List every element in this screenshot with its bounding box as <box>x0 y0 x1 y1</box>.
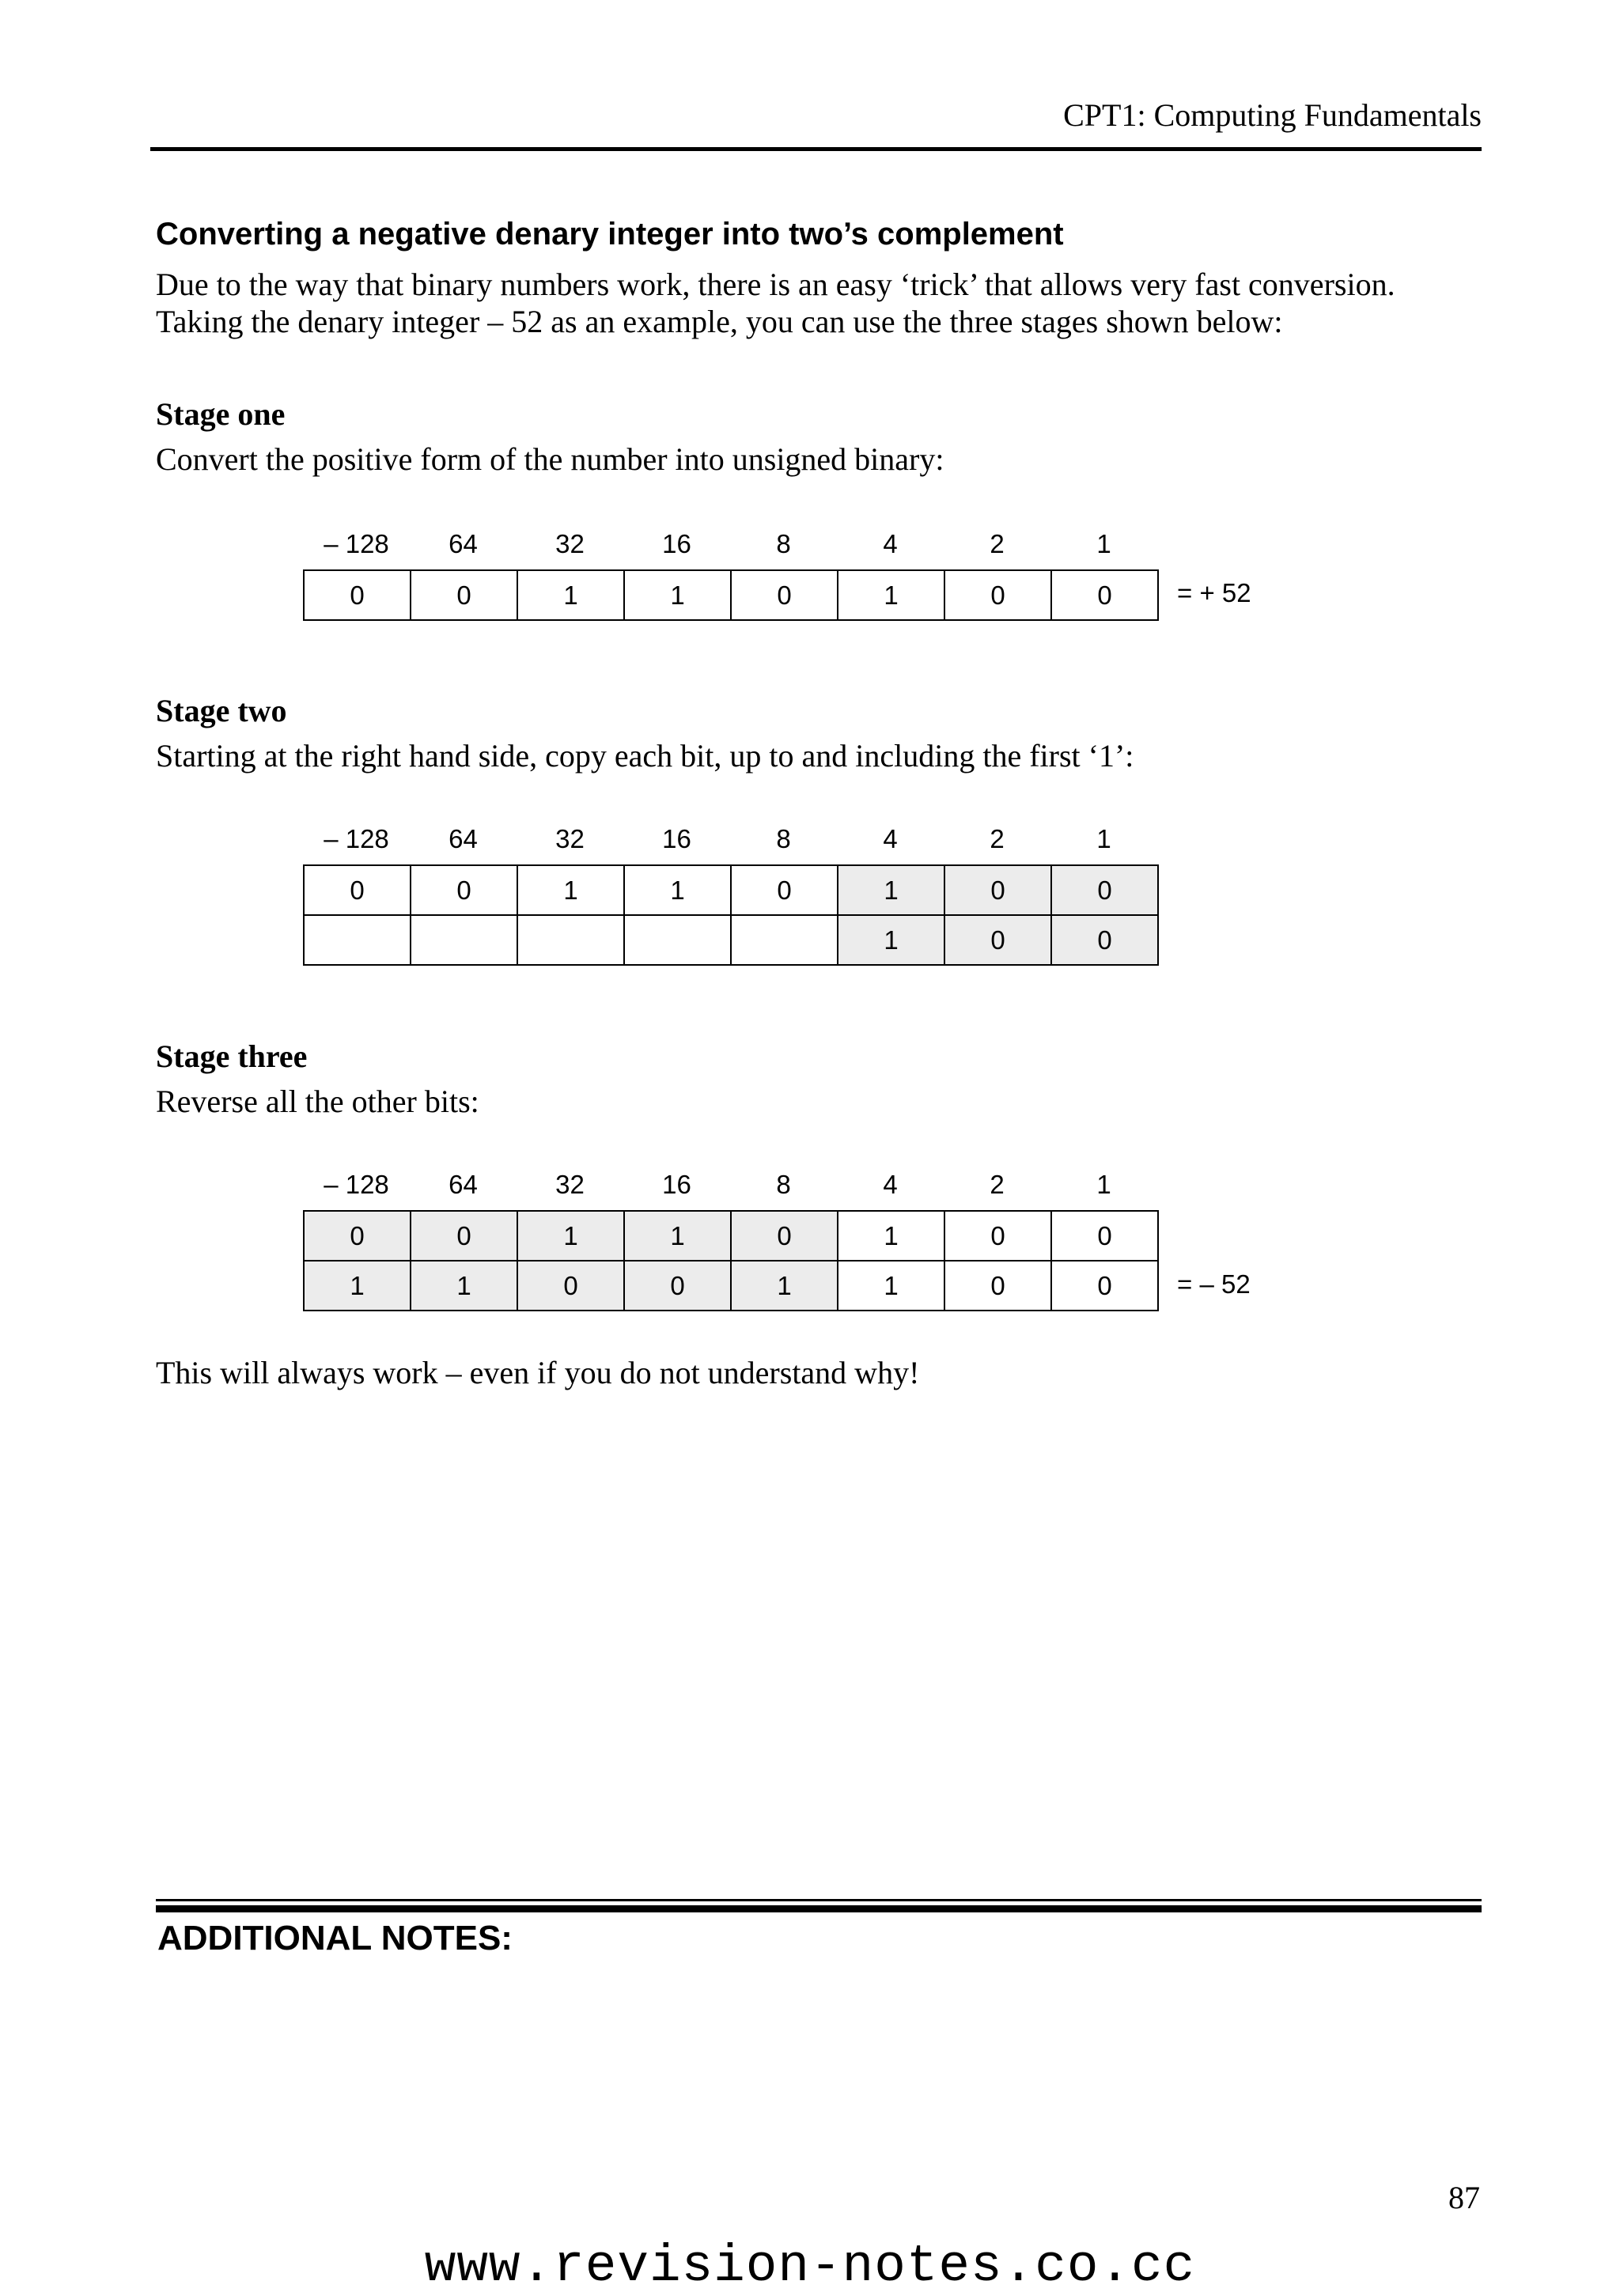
bit-cell-highlighted: 0 <box>1051 915 1158 965</box>
bit-row <box>304 915 1158 965</box>
place-value: 8 <box>776 824 791 853</box>
bit-cell: 1 <box>517 865 624 915</box>
bit-cell-highlighted: 1 <box>838 915 944 965</box>
place-value: – 128 <box>324 824 389 853</box>
closing-remark: This will always work – even if you do not understand why! <box>156 1355 920 1390</box>
place-value: – 128 <box>324 1170 389 1199</box>
place-value-headers <box>303 1159 1159 1210</box>
bit-cell <box>731 915 838 965</box>
bit-cell-highlighted: 1 <box>624 1211 731 1261</box>
stage-two-title: Stage two <box>156 693 287 728</box>
bit-cell: 0 <box>1051 570 1158 620</box>
place-value: 32 <box>555 824 585 853</box>
place-value: 16 <box>662 1170 691 1199</box>
place-value: 4 <box>883 529 898 558</box>
bit-grid <box>303 864 1159 966</box>
bit-cell-highlighted: 1 <box>731 1261 838 1311</box>
bit-cell-highlighted: 1 <box>304 1261 411 1311</box>
bit-row <box>304 865 1158 915</box>
place-value: 4 <box>883 1170 898 1199</box>
bit-cell-highlighted: 0 <box>731 1211 838 1261</box>
notes-rule-thick <box>156 1905 1482 1912</box>
place-value-headers <box>303 519 1159 569</box>
bit-cell: 1 <box>838 1211 944 1261</box>
place-value: 64 <box>449 1170 478 1199</box>
bit-grid <box>303 569 1159 621</box>
bit-cell <box>517 915 624 965</box>
stage-one-instruction: Convert the positive form of the number into unsigned binary: <box>156 441 944 477</box>
page-number: 87 <box>1448 2180 1480 2215</box>
bit-cell <box>304 915 411 965</box>
bit-cell: 0 <box>411 865 517 915</box>
bit-cell-highlighted: 1 <box>517 1211 624 1261</box>
bit-cell-highlighted: 0 <box>1051 865 1158 915</box>
intro-line-1: Due to the way that binary numbers work, there is an easy ‘trick’ that allows very fast conversion. <box>156 267 1395 302</box>
bit-cell: 0 <box>411 570 517 620</box>
place-value: 2 <box>990 1170 1005 1199</box>
place-value: 8 <box>776 529 791 558</box>
stage-two-instruction: Starting at the right hand side, copy each bit, up to and including the first ‘1’: <box>156 738 1134 774</box>
bit-row <box>304 570 1158 620</box>
bit-row <box>304 1261 1158 1311</box>
bit-cell: 1 <box>624 570 731 620</box>
place-value: 1 <box>1096 1170 1111 1199</box>
bit-cell: 0 <box>1051 1211 1158 1261</box>
section-heading: Converting a negative denary integer into two’s complement <box>156 217 1064 252</box>
header-rule <box>150 147 1482 151</box>
bit-cell: 0 <box>944 1211 1051 1261</box>
bit-cell: 1 <box>838 1261 944 1311</box>
place-value: 8 <box>776 1170 791 1199</box>
stage-three-title: Stage three <box>156 1038 308 1074</box>
place-value: 32 <box>555 1170 585 1199</box>
place-value: 64 <box>449 529 478 558</box>
bit-cell: 1 <box>624 865 731 915</box>
place-value: 16 <box>662 824 691 853</box>
place-value: 64 <box>449 824 478 853</box>
bit-cell: 0 <box>944 1261 1051 1311</box>
bit-cell <box>411 915 517 965</box>
place-value: – 128 <box>324 529 389 558</box>
bit-cell-highlighted: 0 <box>944 865 1051 915</box>
bit-cell: 1 <box>838 570 944 620</box>
notes-rule-thin <box>156 1899 1482 1901</box>
bit-row <box>304 1211 1158 1261</box>
intro-line-2: Taking the denary integer – 52 as an example, you can use the three stages shown below: <box>156 304 1283 339</box>
bit-cell: 0 <box>944 570 1051 620</box>
stage-one-bit-table <box>303 519 1159 621</box>
place-value-headers <box>303 814 1159 864</box>
bit-cell-highlighted: 0 <box>304 1211 411 1261</box>
bit-cell-highlighted: 1 <box>838 865 944 915</box>
bit-cell <box>624 915 731 965</box>
stage-two-bit-table <box>303 814 1159 966</box>
stage-one-title: Stage one <box>156 396 286 432</box>
bit-cell-highlighted: 0 <box>517 1261 624 1311</box>
website-watermark: www.revision-notes.co.cc <box>424 2237 1196 2296</box>
bit-cell-highlighted: 1 <box>411 1261 517 1311</box>
place-value: 1 <box>1096 824 1111 853</box>
bit-cell: 0 <box>731 865 838 915</box>
stage-three-instruction: Reverse all the other bits: <box>156 1084 479 1119</box>
bit-cell-highlighted: 0 <box>944 915 1051 965</box>
place-value: 2 <box>990 824 1005 853</box>
bit-cell: 0 <box>1051 1261 1158 1311</box>
place-value: 16 <box>662 529 691 558</box>
bit-cell: 0 <box>304 865 411 915</box>
place-value: 1 <box>1096 529 1111 558</box>
stage-three-result: = – 52 <box>1177 1269 1251 1299</box>
bit-cell-highlighted: 0 <box>411 1211 517 1261</box>
additional-notes-heading: ADDITIONAL NOTES: <box>157 1919 513 1957</box>
place-value: 4 <box>883 824 898 853</box>
bit-cell: 0 <box>731 570 838 620</box>
bit-grid <box>303 1210 1159 1311</box>
bit-cell-highlighted: 0 <box>624 1261 731 1311</box>
bit-cell: 0 <box>304 570 411 620</box>
running-header: CPT1: Computing Fundamentals <box>1063 97 1482 133</box>
stage-one-result: = + 52 <box>1177 578 1251 607</box>
place-value: 2 <box>990 529 1005 558</box>
place-value: 32 <box>555 529 585 558</box>
bit-cell: 1 <box>517 570 624 620</box>
stage-three-bit-table <box>303 1159 1159 1311</box>
